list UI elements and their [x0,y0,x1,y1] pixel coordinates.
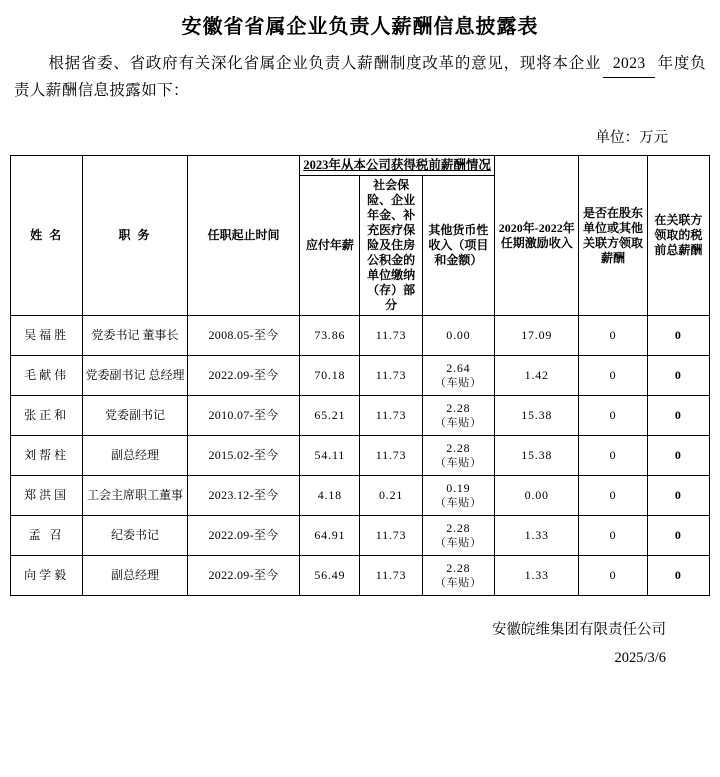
cell-name: 郑洪国 [11,476,83,516]
cell-insurance: 11.73 [360,316,422,356]
cell-is-related: 0 [579,476,647,516]
cell-related-pay: 0 [647,396,709,436]
cell-related-pay: 0 [647,316,709,356]
cell-pay: 54.11 [300,436,360,476]
cell-insurance: 11.73 [360,436,422,476]
cell-pay: 64.91 [300,516,360,556]
cell-post: 党委副书记 [83,396,187,436]
table-row [11,556,710,596]
cell-related-pay: 0 [647,516,709,556]
cell-name: 孟 召 [11,516,83,556]
table-row [11,316,710,356]
cell-period: 2023.12-至今 [187,476,299,516]
cell-is-related: 0 [579,356,647,396]
cell-period: 2022.09-至今 [187,356,299,396]
cell-pay: 4.18 [300,476,360,516]
cell-period: 2008.05-至今 [187,316,299,356]
column-header-post: 职 务 [83,156,187,316]
cell-other: 2.28 （车贴） [422,556,494,596]
cell-other-value: 0.00 [446,328,471,342]
cell-pay: 65.21 [300,396,360,436]
table-row [11,516,710,556]
cell-is-related: 0 [579,556,647,596]
document-footer [10,596,710,672]
cell-other: 2.28 （车贴） [422,436,494,476]
intro-suffix-text: 年度负责人薪酬信息披露如下： [14,55,707,99]
column-header-related-pay: 在关联方领取的税前总薪酬 [647,156,709,316]
cell-other-note: （车贴） [434,377,482,389]
cell-incentive: 17.09 [495,316,579,356]
cell-post: 纪委书记 [83,516,187,556]
table-body [11,316,710,596]
column-header-group-pretax [300,156,495,176]
cell-other: 2.28 （车贴） [422,396,494,436]
cell-post: 工会主席职工董事 [83,476,187,516]
cell-other-note: （车贴） [434,457,482,469]
cell-post: 副总经理 [83,436,187,476]
cell-other [422,316,494,356]
cell-insurance: 11.73 [360,396,422,436]
column-header-other: 其他货币性收入（项目和金额） [422,176,494,316]
cell-period: 2010.07-至今 [187,396,299,436]
column-header-pay: 应付年薪 [300,176,360,316]
unit-label: 单位：万元 [595,130,668,146]
column-header-incentive: 2020年-2022年任期激励收入 [495,156,579,316]
cell-incentive: 0.00 [495,476,579,516]
cell-period: 2015.02-至今 [187,436,299,476]
footer-company: 安徽皖维集团有限责任公司 [492,622,666,638]
cell-name: 张正和 [11,396,83,436]
table-row [11,476,710,516]
cell-related-pay: 0 [647,436,709,476]
cell-other-note: （车贴） [434,577,482,589]
cell-name: 刘帮柱 [11,436,83,476]
cell-other-note: （车贴） [434,417,482,429]
cell-incentive: 15.38 [495,436,579,476]
cell-is-related: 0 [579,316,647,356]
cell-is-related: 0 [579,436,647,476]
cell-period: 2022.09-至今 [187,556,299,596]
cell-incentive: 1.33 [495,556,579,596]
cell-name: 向学毅 [11,556,83,596]
table-row [11,396,710,436]
cell-is-related: 0 [579,516,647,556]
cell-is-related: 0 [579,396,647,436]
intro-paragraph [10,51,710,104]
cell-other: 0.19 （车贴） [422,476,494,516]
group-header-label: 2023年从本公司获得税前薪酬情况 [303,158,491,172]
cell-insurance: 11.73 [360,356,422,396]
cell-pay: 73.86 [300,316,360,356]
cell-pay: 70.18 [300,356,360,396]
cell-insurance: 11.73 [360,516,422,556]
column-header-is-related: 是否在股东单位或其他关联方领取薪酬 [579,156,647,316]
cell-name: 吴福胜 [11,316,83,356]
cell-related-pay: 0 [647,356,709,396]
cell-name: 毛献伟 [11,356,83,396]
footer-date: 2025/3/6 [614,650,666,666]
cell-incentive: 1.33 [495,516,579,556]
cell-other: 2.28 （车贴） [422,516,494,556]
cell-period: 2022.09-至今 [187,516,299,556]
column-header-insurance: 社会保险、企业年金、补充医疗保险及住房公积金的单位缴纳（存）部分 [360,176,422,316]
table-row [11,436,710,476]
cell-insurance: 11.73 [360,556,422,596]
cell-other-note: （车贴） [434,537,482,549]
table-header-row-1 [11,156,710,176]
table-row [11,356,710,396]
cell-post: 党委副书记 总经理 [83,356,187,396]
cell-related-pay: 0 [647,476,709,516]
cell-post: 党委书记 董事长 [83,316,187,356]
page-title: 安徽省省属企业负责人薪酬信息披露表 [181,16,539,38]
intro-prefix-text: 根据省委、省政府有关深化省属企业负责人薪酬制度改革的意见，现将本企业 [48,55,602,72]
intro-year-value: 2023 [603,51,655,78]
cell-other: 2.64 （车贴） [422,356,494,396]
cell-insurance: 0.21 [360,476,422,516]
column-header-period: 任职起止时间 [187,156,299,316]
column-header-name: 姓 名 [11,156,83,316]
cell-post: 副总经理 [83,556,187,596]
cell-incentive: 15.38 [495,396,579,436]
cell-other-note: （车贴） [434,497,482,509]
cell-related-pay: 0 [647,556,709,596]
salary-disclosure-table [10,155,710,596]
cell-pay: 56.49 [300,556,360,596]
cell-incentive: 1.42 [495,356,579,396]
